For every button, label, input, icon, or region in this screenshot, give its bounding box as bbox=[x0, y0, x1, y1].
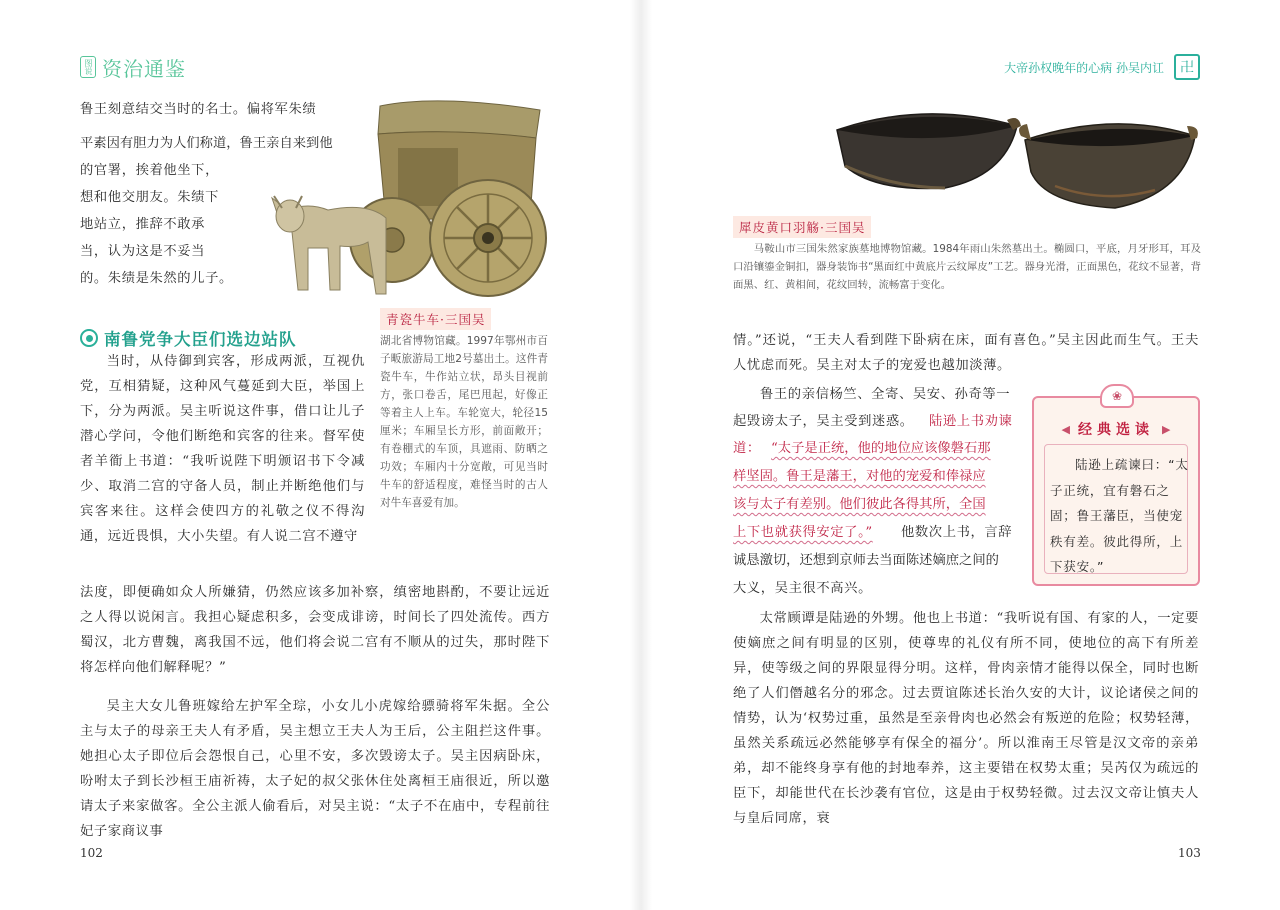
para-line: 诚恳激切，还想到京师去当面陈述嫡庶之间的 bbox=[733, 553, 999, 568]
chapter-title: 大帝孙权晚年的心病 孙吴内讧 bbox=[1004, 60, 1164, 75]
intro-line: 地站立，推辞不敢承 bbox=[80, 217, 206, 232]
intro-line: 想和他交朋友。朱绩下 bbox=[80, 190, 219, 205]
arrow-left-icon: ◀ bbox=[1061, 422, 1070, 436]
book-seal-icon: 图说 bbox=[80, 56, 96, 78]
section-bullet-icon bbox=[80, 329, 98, 347]
intro-line: 的。朱绩是朱然的儿子。 bbox=[80, 271, 233, 286]
figure-caption-title: 青瓷牛车·三国吴 bbox=[380, 308, 491, 330]
para-line-quote: 上下也就获得安定了。” bbox=[733, 525, 873, 540]
paragraph-factions: 当时，从侍御到宾客，形成两派，互视仇党，互相猜疑，这种风气蔓延到大臣，举国上下，分为两派。吴主听说这件事，借口让儿子潜心学问，令他们断绝和宾客的往来。督军使者羊衜上书道：“我听说陛下明颁诏书下令减少、取消二宫的守备人员，制止并断绝他们与宾客来往。这样会使四方的礼敬之仪不得沟通，远近畏惧，大小失望。有人说二宫不遵守 bbox=[80, 354, 365, 544]
header-left bbox=[80, 52, 186, 82]
intro-line: 的官署，挨着他坐下， bbox=[80, 163, 219, 178]
section-heading-text: 南鲁党争大臣们选边站队 bbox=[104, 330, 297, 349]
paragraph-gutan: 太常顾谭是陆逊的外甥。他也上书道：“我听说有国、有家的人，一定要使嫡庶之间有明显的区别，使尊卑的礼仪有所不同，使地位的高下有所差异，使等级之间的界限显得分明。这样，骨肉亲情才能得以保全，同时也断绝了人们僭越名分的邪念。过去贾谊陈述长治久安的大计，议论诸侯之间的情势，认为‘权势过重，虽然是至亲骨肉也必然会有叛逆的危险；权势轻薄，虽然关系疏远必然能够享有保全的福分’。所以淮南王尽管是汉文帝的亲弟弟，却不能终身享有他的封地奉养，这主要错在权势太重；吴芮仅为疏远的臣下，却能世代在长沙袭有官位，这是由于权势轻微。过去汉文帝让慎夫人与皇后同席，衰 bbox=[733, 611, 1199, 826]
arrow-right-icon: ▶ bbox=[1162, 422, 1171, 436]
para-line-highlight: 道： bbox=[733, 441, 761, 456]
rhino-cups-image bbox=[835, 96, 1201, 220]
section-heading bbox=[80, 326, 297, 350]
classic-reading-header bbox=[1034, 416, 1198, 442]
page-number-right: 103 bbox=[1178, 846, 1201, 860]
paragraph-princesses: 吴主大女儿鲁班嫁给左护军全琮，小女儿小虎嫁给骠骑将军朱据。全公主与太子的母亲王夫人有矛盾，吴主想立王夫人为王后，公主阻拦这件事。她担心太子即位后会怨恨自己，心里不安，多次毁谤太子。吴主因病卧床，吩咐太子到长沙桓王庙祈祷，太子妃的叔父张休住处离桓王庙很近，所以邀请太子来家做客。全公主派人偷看后，对吴主说：“太子不在庙中，专程前往妃子家商议事 bbox=[80, 699, 550, 839]
intro-line: 鲁王刻意结交当时的名士。偏将军朱绩 bbox=[80, 102, 317, 117]
para-line-highlight: 陆逊上书劝谏 bbox=[929, 414, 1013, 429]
ox-cart-image bbox=[268, 98, 550, 306]
para-line-quote: “太子是正统，他的地位应该像磐石那 bbox=[771, 441, 991, 456]
para-line: 他数次上书，言辞 bbox=[901, 525, 1013, 540]
header-right bbox=[1004, 54, 1200, 80]
intro-line: 当，认为这是不妥当 bbox=[80, 244, 206, 259]
para-line-quote: 该与太子有差别。他们彼此各得其所，全国 bbox=[733, 497, 986, 512]
para-line: 起毁谤太子，吴主受到迷惑。 bbox=[733, 414, 914, 429]
page-number-left: 102 bbox=[80, 846, 103, 860]
cups-caption-body: 马鞍山市三国朱然家族墓地博物馆藏。1984年雨山朱然墓出土。椭圆口，平底，月牙形耳，耳及口沿镶鎏金铜扣，器身装饰书“黑面红中黄底片云纹犀皮”工艺。器身光滑，正面黑色，花纹不显著，背面黑、红、黄相间，花纹回转，流畅富于变化。 bbox=[733, 243, 1201, 291]
para-line-quote: 样坚固。鲁王是藩王，对他的宠爱和俸禄应 bbox=[733, 469, 986, 484]
paragraph-factions-continued: 法度，即便确如众人所嫌猜，仍然应该多加补察，缜密地斟酌，不要让远近之人得以说闲言。我担心疑虑积多，会变成诽谤，时间长了四处流传。西方蜀汉，北方曹魏，离我国不远，他们将会说二宫有不顺从的过失，那时陛下将怎样向他们解释呢？” bbox=[80, 585, 550, 675]
book-title: 资治通鉴 bbox=[102, 56, 186, 81]
cups-caption-title: 犀皮黄口羽觞·三国吴 bbox=[733, 216, 871, 238]
paragraph-continued: 情。”还说，“王夫人看到陛下卧病在床，面有喜色。”吴主因此而生气。王夫人忧虑而死。吴主对太子的宠爱也越加淡薄。 bbox=[733, 333, 1199, 373]
chapter-deco-icon: 卍 bbox=[1174, 54, 1200, 80]
classic-reading-title: 经典选读 bbox=[1078, 422, 1154, 438]
para-line: 鲁王的亲信杨竺、全寄、吴安、孙奇等一 bbox=[760, 387, 1011, 402]
intro-line: 平素因有胆力为人们称道，鲁王亲自来到他 bbox=[80, 136, 333, 151]
para-line: 大义，吴主很不高兴。 bbox=[733, 581, 872, 596]
classic-reading-text: 陆逊上疏谏曰：“太子正统，宜有磐石之固；鲁王藩臣，当使宠秩有差。彼此得所，上下获安。” bbox=[1050, 457, 1189, 574]
page-gutter bbox=[630, 0, 652, 910]
figure-caption-body: 湖北省博物馆藏。1997年鄂州市百子畈旅游局工地2号墓出土。这件青瓷牛车，牛作站立状，昂头目视前方，张口卷舌，尾巴甩起，好像正等着主人上车。车轮宽大，轮径15厘米；车厢呈长方形，前面敞开；有卷棚式的车顶，具遮雨、防晒之功效；车厢内十分宽敞，可见当时牛车的舒适程度，难怪当时的古人对牛车喜爱有加。 bbox=[380, 335, 548, 509]
cloud-ornament-icon: ❀ bbox=[1100, 384, 1134, 408]
